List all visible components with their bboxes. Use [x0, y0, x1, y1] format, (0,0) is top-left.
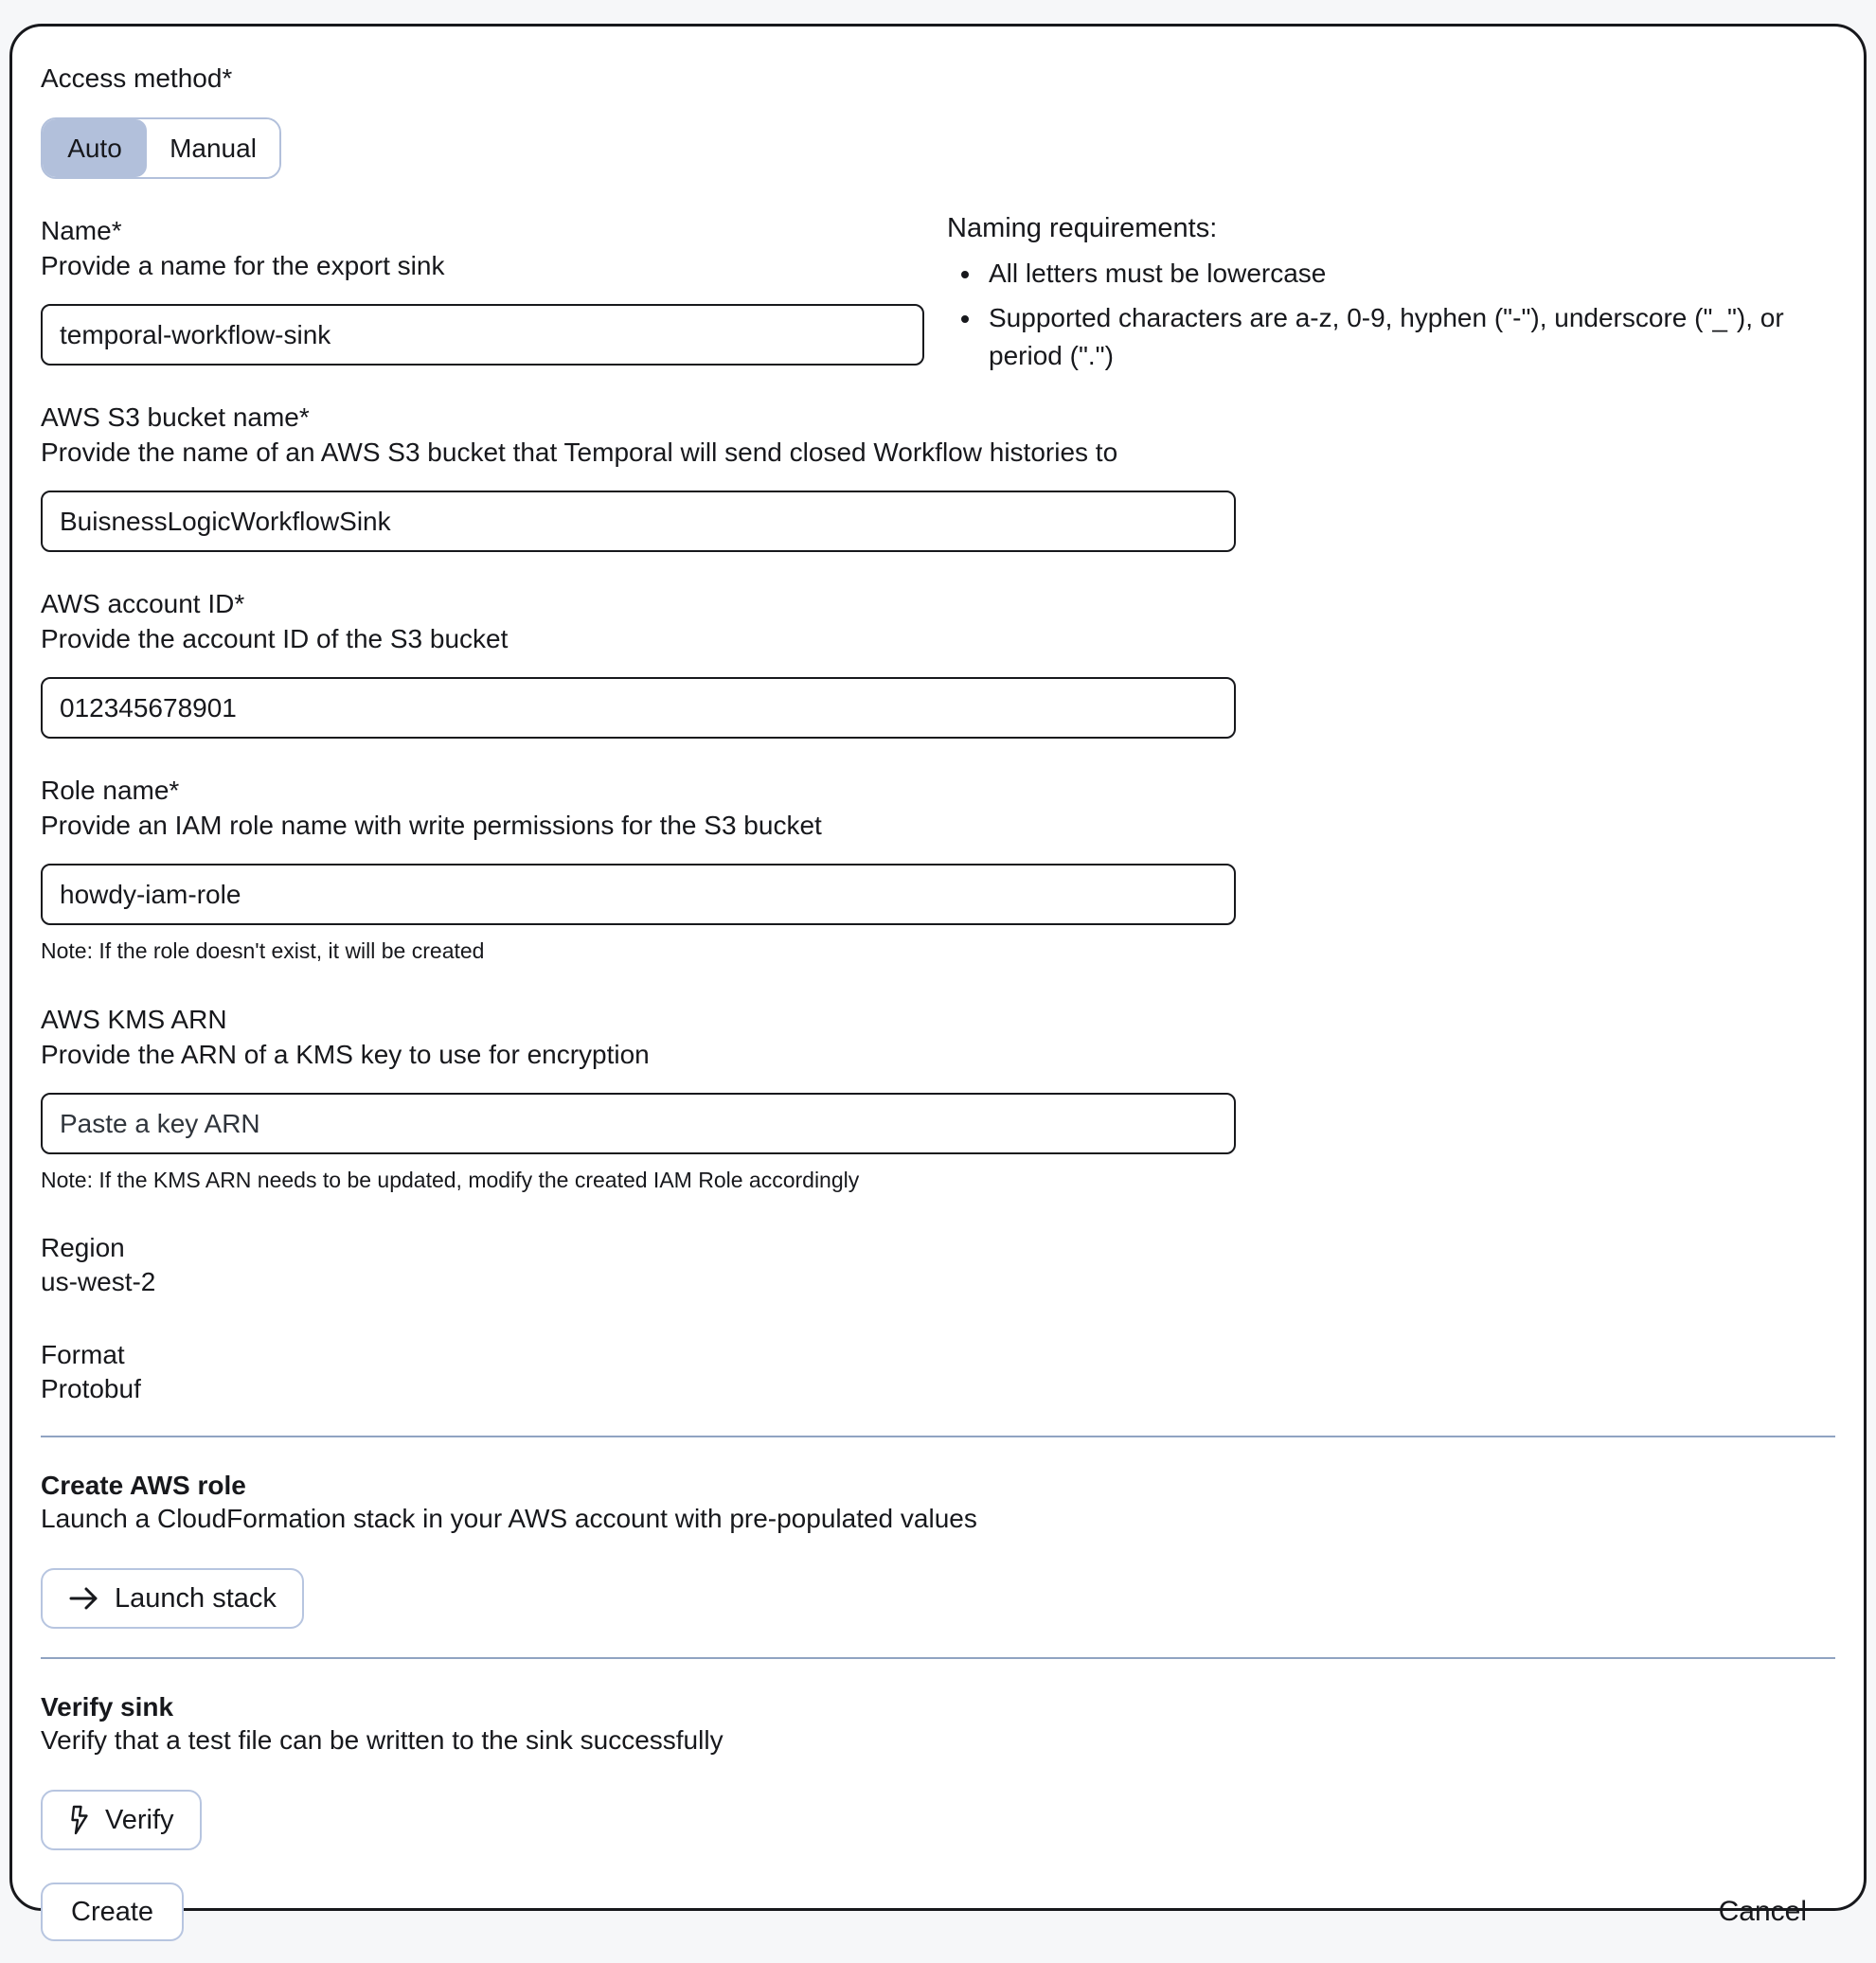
kms-arn-field-group	[41, 1004, 1835, 1192]
region-field	[41, 1232, 1835, 1298]
s3-bucket-description: Provide the name of an AWS S3 bucket that Temporal will send closed Workflow histories to	[41, 437, 1118, 467]
naming-requirements	[947, 211, 1813, 375]
account-id-field-group	[41, 588, 1835, 739]
launch-stack-button-label: Launch stack	[115, 1582, 277, 1614]
kms-arn-note: Note: If the KMS ARN needs to be updated, modify the created IAM Role accordingly	[41, 1168, 860, 1192]
naming-requirement-item: • Supported characters are a-z, 0-9, hyphen ("-"), underscore ("_"), or period (".")	[983, 299, 1813, 375]
role-name-description: Provide an IAM role name with write permissions for the S3 bucket	[41, 811, 822, 840]
account-id-description: Provide the account ID of the S3 bucket	[41, 624, 509, 653]
access-method-toggle	[41, 117, 281, 179]
section-divider	[41, 1657, 1835, 1659]
form-footer	[41, 1883, 1835, 1941]
region-label: Region	[41, 1233, 125, 1262]
s3-bucket-field-group	[41, 402, 1835, 552]
create-aws-role-title: Create AWS role	[41, 1471, 246, 1500]
role-name-note: Note: If the role doesn't exist, it will be created	[41, 938, 485, 963]
naming-requirements-title: Naming requirements:	[947, 213, 1218, 243]
account-id-input[interactable]	[41, 677, 1236, 739]
name-label: Name*	[41, 216, 122, 245]
create-button[interactable]	[41, 1883, 184, 1941]
arrow-right-icon	[68, 1586, 100, 1611]
role-name-input[interactable]	[41, 864, 1236, 925]
format-field	[41, 1339, 1835, 1405]
role-name-label: Role name*	[41, 776, 180, 805]
lightning-icon	[68, 1805, 91, 1835]
name-input[interactable]	[41, 304, 924, 366]
verify-sink-description: Verify that a test file can be written to the sink successfully	[41, 1725, 724, 1755]
kms-arn-description: Provide the ARN of a KMS key to use for encryption	[41, 1040, 650, 1069]
format-label: Format	[41, 1340, 125, 1369]
account-id-label: AWS account ID*	[41, 589, 245, 618]
naming-requirement-item: • All letters must be lowercase	[983, 255, 1813, 293]
kms-arn-label: AWS KMS ARN	[41, 1005, 227, 1034]
region-value: us-west-2	[41, 1267, 156, 1296]
export-sink-form-card	[9, 24, 1867, 1927]
access-method-option-auto[interactable]: Auto	[43, 119, 147, 177]
verify-sink-title: Verify sink	[41, 1692, 174, 1722]
kms-arn-input[interactable]	[41, 1093, 1236, 1154]
cancel-button[interactable]: Cancel	[1718, 1896, 1807, 1927]
name-description: Provide a name for the export sink	[41, 251, 445, 280]
create-button-label: Create	[71, 1896, 154, 1927]
access-method-label: Access method*	[41, 63, 233, 93]
format-value: Protobuf	[41, 1374, 141, 1403]
s3-bucket-label: AWS S3 bucket name*	[41, 402, 310, 432]
verify-button-label: Verify	[105, 1804, 174, 1835]
access-method-option-manual[interactable]: Manual	[147, 119, 279, 177]
s3-bucket-input[interactable]	[41, 491, 1236, 552]
launch-stack-button[interactable]	[41, 1568, 304, 1629]
section-divider	[41, 1436, 1835, 1437]
naming-requirements-list	[947, 255, 1813, 375]
name-field-group	[41, 213, 1835, 370]
create-aws-role-description: Launch a CloudFormation stack in your AWS account with pre-populated values	[41, 1504, 977, 1533]
verify-button[interactable]	[41, 1790, 202, 1850]
create-aws-role-section	[41, 1469, 1835, 1629]
verify-sink-section	[41, 1690, 1835, 1850]
role-name-field-group	[41, 775, 1835, 963]
